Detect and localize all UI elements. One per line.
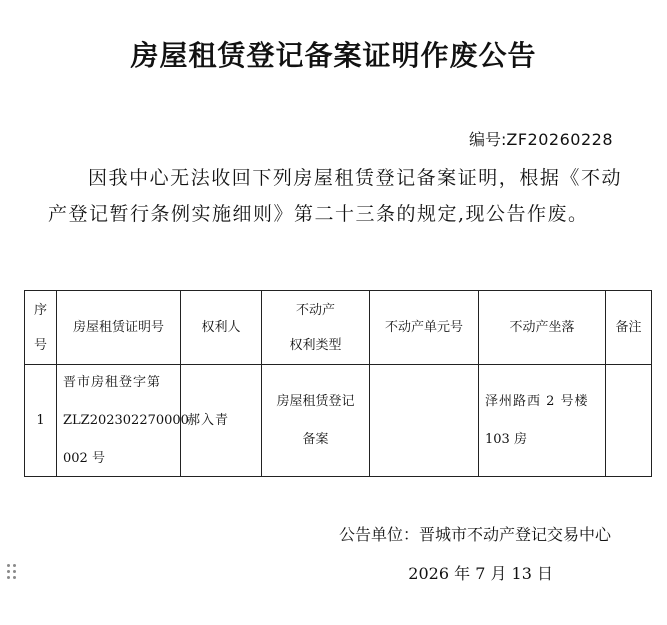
document-number-value: ZF20260228 (506, 130, 613, 149)
cell-remark (606, 365, 652, 477)
issue-date: 2026 年 7 月 13 日 (408, 564, 553, 583)
drag-handle-dot (7, 570, 10, 573)
header-seq-line-1: 序 (33, 302, 47, 318)
cell-certificate-line-1: 晋市房租登字第 (63, 375, 162, 390)
drag-handle-icon[interactable] (7, 564, 17, 580)
header-holder: 权利人 (181, 291, 262, 365)
header-seq-line-2: 号 (33, 337, 47, 353)
drag-handle-dot (13, 564, 16, 567)
header-seq (25, 291, 57, 365)
cell-seq: 1 (25, 365, 57, 477)
table-header-row (25, 291, 652, 365)
drag-handle-dot (13, 570, 16, 573)
records-table (24, 290, 652, 477)
cell-right-type-line-1: 房屋租赁登记 (276, 394, 355, 409)
drag-handle-dot (7, 564, 10, 567)
document-number (469, 127, 613, 150)
header-location: 不动产坐落 (479, 291, 606, 365)
header-right-type (262, 291, 370, 365)
cell-unit-no (370, 365, 479, 477)
header-unit-no: 不动产单元号 (370, 291, 479, 365)
notice-title: 房屋租赁登记备案证明作废公告 (130, 39, 537, 72)
cell-certificate-line-3: 002 号 (63, 451, 105, 466)
drag-handle-dot (13, 576, 16, 579)
header-right-type-line-2: 权利类型 (289, 337, 342, 353)
cell-right-type-line-2: 备案 (302, 432, 329, 447)
cell-location-line-2: 103 房 (485, 432, 527, 447)
cell-right-type (262, 365, 370, 477)
table-row (25, 365, 652, 477)
header-right-type-line-1: 不动产 (295, 302, 335, 318)
cell-holder: 郝入青 (181, 365, 262, 477)
issuer-line: 公告单位：晋城市不动产登记交易中心 (338, 525, 611, 544)
drag-handle-dot (7, 576, 10, 579)
cell-certificate (57, 365, 189, 477)
header-certificate: 房屋租赁证明号 (57, 291, 181, 365)
cell-location-line-1: 泽州路西 2 号楼 (485, 394, 589, 409)
cell-certificate-line-2: ZLZ202302270000 (63, 413, 189, 428)
header-remark: 备注 (606, 291, 652, 365)
document-number-label: 编号: (468, 130, 507, 149)
cell-location (479, 365, 606, 477)
notice-body: 因我中心无法收回下列房屋租赁登记备案证明，根据《不动产登记暂行条例实施细则》第二十三条的规定,现公告作废。 (48, 167, 622, 225)
